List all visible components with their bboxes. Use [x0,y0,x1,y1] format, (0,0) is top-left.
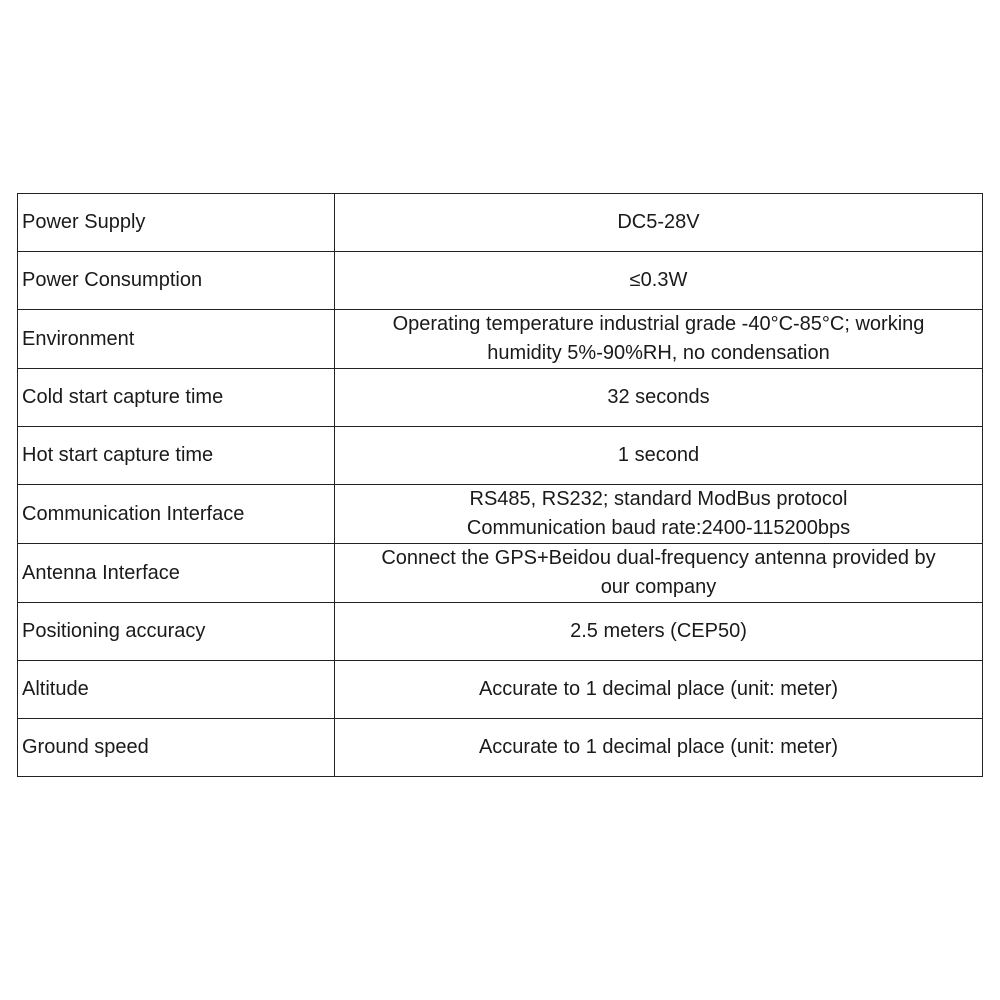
value-line: Accurate to 1 decimal place (unit: meter) [478,678,839,700]
row-value [335,603,983,661]
table-row [18,603,983,661]
table-row [18,719,983,777]
row-label: Environment [18,310,335,369]
value-line: Operating temperature industrial grade -40°C-85°C; working [392,313,925,335]
table-row [18,661,983,719]
row-value [335,427,983,485]
value-line: 32 seconds [607,386,710,408]
row-value [335,369,983,427]
value-line: Accurate to 1 decimal place (unit: meter) [478,736,839,758]
row-label: Cold start capture time [18,369,335,427]
row-label: Positioning accuracy [18,603,335,661]
row-value [335,544,983,603]
value-line: humidity 5%-90%RH, no condensation [487,342,830,364]
row-label: Power Consumption [18,252,335,310]
row-value [335,194,983,252]
table-row [18,485,983,544]
value-line: ≤0.3W [629,269,688,291]
row-label: Power Supply [18,194,335,252]
row-label: Antenna Interface [18,544,335,603]
row-value [335,310,983,369]
value-line: Connect the GPS+Beidou dual-frequency antenna provided by [381,547,936,569]
value-line: Communication baud rate:2400-115200bps [466,517,851,539]
value-line: DC5-28V [617,211,700,233]
row-value [335,661,983,719]
table-row [18,427,983,485]
row-value [335,719,983,777]
row-label: Communication Interface [18,485,335,544]
table-row [18,194,983,252]
table-row [18,544,983,603]
value-line: 2.5 meters (CEP50) [570,620,747,642]
value-line: RS485, RS232; standard ModBus protocol [469,488,848,510]
row-label: Hot start capture time [18,427,335,485]
row-value [335,485,983,544]
table-row [18,310,983,369]
table-row [18,369,983,427]
value-line: 1 second [617,444,700,466]
table-row [18,252,983,310]
spec-table [17,193,983,777]
row-label: Ground speed [18,719,335,777]
value-line: our company [600,576,717,598]
row-value [335,252,983,310]
row-label: Altitude [18,661,335,719]
